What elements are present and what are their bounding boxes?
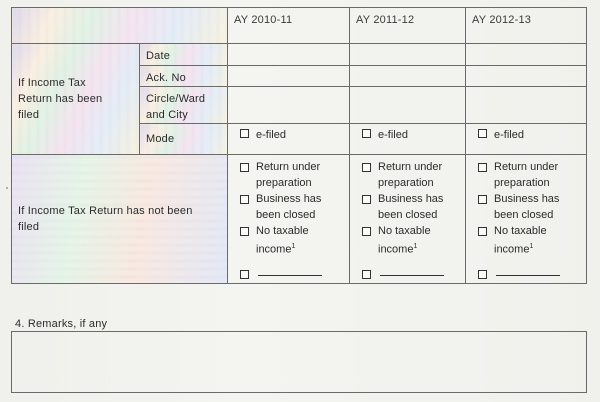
option-no-taxable [362, 223, 465, 258]
no-taxable-checkbox-2010-11[interactable] [240, 227, 249, 236]
no-taxable-label [494, 223, 572, 258]
header-ay-2012-13: AY 2012-13 [466, 8, 587, 44]
row-label-circle-ward-city: Circle/Ward and City [140, 87, 228, 124]
option-return-prep [478, 159, 586, 191]
efiled-label: e-filed [378, 129, 408, 141]
income-tax-status-table [11, 7, 587, 284]
option-business-closed [240, 191, 349, 223]
mode-cell-2011-12 [350, 124, 466, 155]
option-business-closed [478, 191, 586, 223]
not-filed-options-2011-12 [350, 155, 466, 284]
option-business-closed [362, 191, 465, 223]
other-checkbox-2012-13[interactable] [478, 270, 487, 279]
return-prep-label: Return under preparation [256, 161, 321, 189]
scan-speck [6, 187, 8, 189]
efiled-label: e-filed [256, 129, 286, 141]
cell-ack-2010-11[interactable] [228, 66, 350, 87]
footnote-mark: 1 [413, 243, 418, 250]
header-blank-cell [12, 8, 228, 44]
remarks-box[interactable] [11, 331, 587, 393]
header-ay-2011-12: AY 2011-12 [350, 8, 466, 44]
row-label-ack-no: Ack. No [140, 66, 228, 87]
filed-section-label: If Income Tax Return has been filed [12, 44, 140, 155]
efiled-checkbox-2011-12[interactable] [362, 129, 371, 138]
no-taxable-checkbox-2012-13[interactable] [478, 227, 487, 236]
row-label-mode: Mode [140, 124, 228, 155]
option-other [362, 266, 465, 279]
return-prep-label: Return under preparation [494, 161, 559, 189]
not-filed-options-2010-11 [228, 155, 350, 284]
other-checkbox-2010-11[interactable] [240, 270, 249, 279]
business-closed-label: Business has been closed [256, 193, 322, 221]
cell-date-2011-12[interactable] [350, 44, 466, 66]
mode-cell-2012-13 [466, 124, 587, 155]
business-closed-checkbox-2011-12[interactable] [362, 195, 371, 204]
cell-ack-2011-12[interactable] [350, 66, 466, 87]
other-blank-line-2012-13[interactable] [496, 266, 560, 276]
no-taxable-text: No taxable income [378, 225, 431, 256]
option-no-taxable [478, 223, 586, 258]
footnote-mark: 1 [291, 243, 296, 250]
no-taxable-label [378, 223, 456, 258]
no-taxable-label [256, 223, 334, 258]
cell-circle-2011-12[interactable] [350, 87, 466, 124]
other-blank-line-2010-11[interactable] [258, 266, 322, 276]
efiled-label: e-filed [494, 129, 524, 141]
other-checkbox-2011-12[interactable] [362, 270, 371, 279]
option-return-prep [240, 159, 349, 191]
efiled-checkbox-2010-11[interactable] [240, 129, 249, 138]
no-taxable-text: No taxable income [256, 225, 309, 256]
return-prep-checkbox-2012-13[interactable] [478, 163, 487, 172]
return-prep-checkbox-2010-11[interactable] [240, 163, 249, 172]
cell-circle-2010-11[interactable] [228, 87, 350, 124]
option-return-prep [362, 159, 465, 191]
option-other [478, 266, 586, 279]
option-no-taxable [240, 223, 349, 258]
not-filed-section-label: If Income Tax Return has not been filed [12, 155, 228, 284]
business-closed-label: Business has been closed [378, 193, 444, 221]
cell-date-2012-13[interactable] [466, 44, 587, 66]
business-closed-checkbox-2012-13[interactable] [478, 195, 487, 204]
return-prep-label: Return under preparation [378, 161, 443, 189]
row-label-date: Date [140, 44, 228, 66]
efiled-checkbox-2012-13[interactable] [478, 129, 487, 138]
footnote-mark: 1 [529, 243, 534, 250]
business-closed-checkbox-2010-11[interactable] [240, 195, 249, 204]
remarks-label: 4. Remarks, if any [15, 318, 108, 330]
return-prep-checkbox-2011-12[interactable] [362, 163, 371, 172]
cell-ack-2012-13[interactable] [466, 66, 587, 87]
mode-cell-2010-11 [228, 124, 350, 155]
no-taxable-text: No taxable income [494, 225, 547, 256]
option-other [240, 266, 349, 279]
business-closed-label: Business has been closed [494, 193, 560, 221]
not-filed-options-2012-13 [466, 155, 587, 284]
cell-date-2010-11[interactable] [228, 44, 350, 66]
cell-circle-2012-13[interactable] [466, 87, 587, 124]
no-taxable-checkbox-2011-12[interactable] [362, 227, 371, 236]
other-blank-line-2011-12[interactable] [380, 266, 444, 276]
header-ay-2010-11: AY 2010-11 [228, 8, 350, 44]
